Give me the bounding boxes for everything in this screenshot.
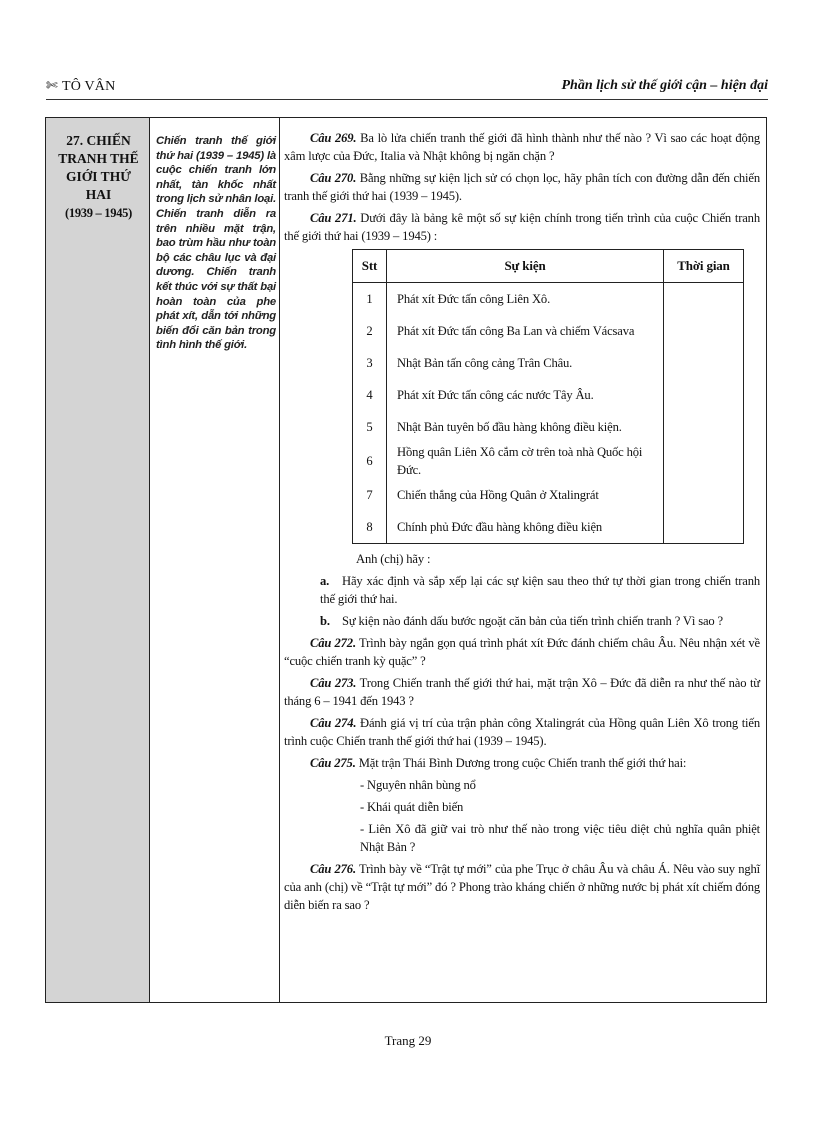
question-271-instruction: Anh (chị) hãy : bbox=[356, 552, 431, 566]
table-row bbox=[353, 283, 744, 316]
topic-column bbox=[46, 118, 150, 1002]
row-stt: 2 bbox=[353, 315, 387, 347]
row-event: Phát xít Đức tấn công các nước Tây Âu. bbox=[387, 379, 664, 411]
question-271: Câu 271. Dưới đây là bảng kê một số sự kiện chính trong tiến trình của cuộc Chiến tranh thế giới thứ hai (1939 – 1945) : bbox=[284, 211, 760, 243]
questions-column bbox=[280, 118, 766, 1002]
question-275: Câu 275. Mặt trận Thái Bình Dương trong cuộc Chiến tranh thế giới thứ hai: bbox=[310, 756, 687, 770]
author-name: TÔ VÂN bbox=[61, 78, 116, 94]
table-row bbox=[353, 379, 744, 411]
row-event: Chiến thắng của Hồng Quân ở Xtalingrát bbox=[387, 479, 664, 511]
header-divider bbox=[46, 99, 768, 100]
row-event: Hồng quân Liên Xô cắm cờ trên toà nhà Quốc hội Đức. bbox=[387, 443, 664, 479]
row-event: Nhật Bản tấn công cảng Trân Châu. bbox=[387, 347, 664, 379]
row-time bbox=[664, 283, 744, 316]
row-event: Chính phủ Đức đầu hàng không điều kiện bbox=[387, 511, 664, 544]
row-stt: 7 bbox=[353, 479, 387, 511]
row-event: Phát xít Đức tấn công Liên Xô. bbox=[387, 283, 664, 316]
page-number: Trang 29 bbox=[384, 1033, 432, 1048]
row-time bbox=[664, 479, 744, 511]
topic-summary: Chiến tranh thế giới thứ hai (1939 – 1945) là cuộc chiến tranh lớn nhất, tàn khốc nhất trong lịch sử nhân loại. Chiến tranh diễn ra trên nhiều mặt trận, bao trùm hầu như toàn bộ các châu lục và đại dương. Chiến tranh kết thúc với sự thất bại hoàn toàn của phe phát xít, dẫn tới những biến đổi căn bản trong tình hình thế giới. bbox=[150, 118, 280, 1002]
question-276: Câu 276. Trình bày về “Trật tự mới” của phe Trục ở châu Âu và châu Á. Nêu vào suy nghĩ của anh (chị) về “Trật tự mới” đó ? Phong trào kháng chiến ở những nước bị phát xít chiếm đóng diễn biến ra sao ? bbox=[284, 862, 760, 912]
table-row bbox=[353, 347, 744, 379]
row-stt: 1 bbox=[353, 283, 387, 316]
table-row bbox=[353, 411, 744, 443]
question-271-a: a. Hãy xác định và sắp xếp lại các sự kiện sau theo thứ tự thời gian trong chiến tranh thế giới thứ hai. bbox=[320, 574, 760, 606]
table-header-row bbox=[353, 250, 744, 283]
row-stt: 8 bbox=[353, 511, 387, 544]
question-269: Câu 269. Ba lò lửa chiến tranh thế giới đã hình thành như thế nào ? Vì sao các hoạt động xâm lược của Đức, Italia và Nhật không bị ngăn chặn ? bbox=[284, 131, 760, 163]
question-271-b: b. Sự kiện nào đánh dấu bước ngoặt căn bản của tiến trình chiến tranh ? Vì sao ? bbox=[320, 614, 723, 628]
table-row bbox=[353, 443, 744, 479]
row-time bbox=[664, 315, 744, 347]
row-time bbox=[664, 443, 744, 479]
question-275-bullet-2: - Khái quát diễn biến bbox=[360, 800, 464, 814]
question-275-bullet-1: - Nguyên nhân bùng nổ bbox=[360, 778, 476, 792]
row-time bbox=[664, 347, 744, 379]
row-event: Phát xít Đức tấn công Ba Lan và chiếm Vácsava bbox=[387, 315, 664, 347]
events-table bbox=[352, 249, 744, 544]
question-274: Câu 274. Đánh giá vị trí của trận phản công Xtalingrát của Hồng quân Liên Xô trong tiến trình cuộc Chiến tranh thế giới thứ hai (1939 – 1945). bbox=[284, 716, 760, 748]
question-273: Câu 273. Trong Chiến tranh thế giới thứ hai, mặt trận Xô – Đức đã diễn ra như thế nào từ tháng 6 – 1941 đến 1943 ? bbox=[284, 676, 760, 708]
content-table bbox=[45, 117, 767, 1003]
section-title: Phần lịch sử thế giới cận – hiện đại bbox=[561, 78, 768, 93]
scissors-icon: ✄ bbox=[46, 79, 58, 94]
row-stt: 6 bbox=[353, 443, 387, 479]
row-time bbox=[664, 411, 744, 443]
table-row bbox=[353, 315, 744, 347]
topic-years: (1939 – 1945) bbox=[65, 206, 132, 220]
table-row bbox=[353, 511, 744, 544]
table-row bbox=[353, 479, 744, 511]
question-270: Câu 270. Bằng những sự kiện lịch sử có chọn lọc, hãy phân tích con đường dẫn đến chiến tranh thế giới thứ hai (1939 – 1945). bbox=[284, 171, 760, 203]
topic-title: 27. CHIẾN TRANH THẾ GIỚI THỨ HAI bbox=[58, 133, 139, 202]
question-272: Câu 272. Trình bày ngắn gọn quá trình phát xít Đức đánh chiếm châu Âu. Nêu nhận xét về “cuộc chiến tranh kỳ quặc” ? bbox=[284, 636, 760, 668]
header-event: Sự kiện bbox=[387, 250, 664, 283]
row-stt: 4 bbox=[353, 379, 387, 411]
row-time bbox=[664, 511, 744, 544]
row-stt: 5 bbox=[353, 411, 387, 443]
header-author bbox=[46, 78, 115, 95]
row-stt: 3 bbox=[353, 347, 387, 379]
header-stt: Stt bbox=[353, 250, 387, 283]
header-time: Thời gian bbox=[664, 250, 744, 283]
row-event: Nhật Bản tuyên bố đầu hàng không điều kiện. bbox=[387, 411, 664, 443]
row-time bbox=[664, 379, 744, 411]
question-275-bullet-3: - Liên Xô đã giữ vai trò như thế nào trong việc tiêu diệt chủ nghĩa quân phiệt Nhật Bản ? bbox=[360, 822, 760, 854]
